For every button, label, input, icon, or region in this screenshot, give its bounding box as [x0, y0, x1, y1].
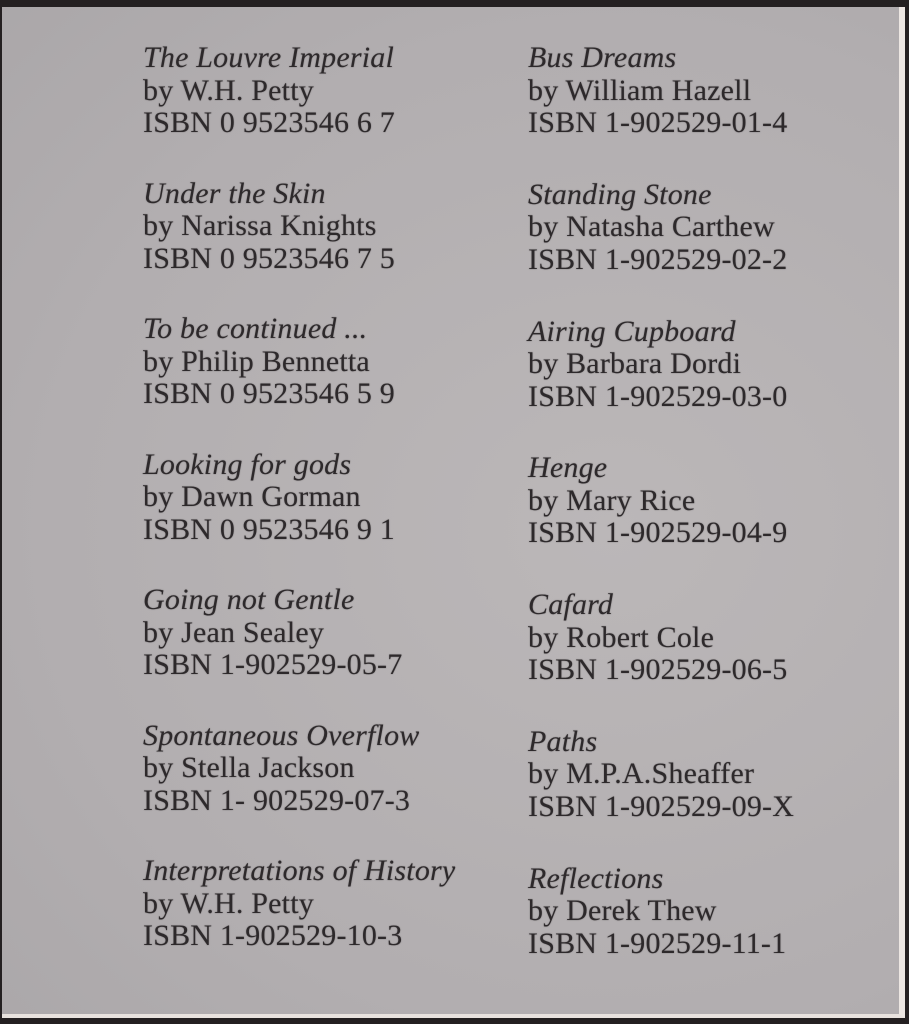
book-entry: [143, 855, 528, 953]
book-title: Under the Skin: [143, 176, 326, 210]
book-author: by W.H. Petty: [143, 73, 314, 107]
book-list-column-right: [528, 42, 909, 1000]
book-title: Going not Gentle: [143, 583, 355, 616]
book-entry: [528, 863, 909, 961]
book-author: by Stella Jackson: [143, 751, 355, 784]
book-isbn: ISBN 1-902529-03-0: [528, 379, 788, 413]
book-author: by Natasha Carthew: [528, 210, 775, 244]
book-entry: [143, 42, 528, 140]
book-isbn: ISBN 0 9523546 7 5: [143, 241, 395, 275]
book-title: Cafard: [528, 588, 614, 622]
book-author: by Robert Cole: [528, 620, 715, 654]
book-author: by Derek Thew: [528, 894, 717, 928]
book-author: by W.H. Petty: [143, 886, 314, 920]
book-entry: [143, 449, 528, 547]
book-title: Interpretations of History: [143, 854, 456, 887]
book-isbn: ISBN 1-902529-06-5: [528, 653, 788, 687]
book-title: Spontaneous Overflow: [143, 718, 420, 752]
book-isbn: ISBN 1-902529-11-1: [528, 926, 787, 960]
paper-sheet: [2, 7, 905, 1018]
book-entry: [143, 178, 528, 276]
book-entry: [528, 589, 909, 687]
book-isbn: ISBN 1-902529-09-X: [528, 789, 795, 823]
book-isbn: ISBN 0 9523546 5 9: [143, 377, 395, 410]
book-isbn: ISBN 0 9523546 9 1: [143, 512, 395, 546]
book-isbn: ISBN 1-902529-02-2: [528, 242, 788, 276]
book-entry: [528, 179, 909, 277]
book-isbn: ISBN 0 9523546 6 7: [143, 106, 395, 139]
book-entry: [528, 42, 909, 140]
book-entry: [528, 316, 909, 414]
book-author: by Dawn Gorman: [143, 480, 361, 513]
book-author: by Philip Bennetta: [143, 344, 370, 378]
book-author: by Narissa Knights: [143, 209, 377, 242]
book-title: To be continued ...: [143, 312, 368, 345]
book-list-column-left: [143, 42, 528, 1000]
book-isbn: ISBN 1-902529-04-9: [528, 516, 788, 550]
book-author: by M.P.A.Sheaffer: [528, 757, 755, 791]
book-title: Looking for gods: [143, 447, 352, 481]
book-isbn: ISBN 1-902529-01-4: [528, 106, 788, 139]
book-title: Airing Cupboard: [528, 314, 736, 348]
book-title: Reflections: [528, 861, 664, 895]
book-isbn: ISBN 1-902529-10-3: [143, 919, 403, 952]
book-isbn: ISBN 1- 902529-07-3: [143, 783, 411, 817]
book-isbn: ISBN 1-902529-05-7: [143, 648, 403, 681]
book-entry: [143, 584, 528, 682]
book-entry: [143, 313, 528, 411]
book-title: Paths: [528, 724, 598, 758]
book-title: Standing Stone: [528, 177, 712, 211]
book-list: [143, 42, 909, 1000]
book-entry: [143, 720, 528, 818]
book-title: Henge: [528, 451, 608, 485]
book-author: by Jean Sealey: [143, 615, 325, 649]
book-author: by Barbara Dordi: [528, 347, 742, 381]
book-title: Bus Dreams: [528, 41, 677, 74]
book-entry: [528, 726, 909, 824]
book-author: by Mary Rice: [528, 483, 696, 517]
book-title: The Louvre Imperial: [143, 41, 394, 74]
book-author: by William Hazell: [528, 73, 752, 107]
book-entry: [528, 452, 909, 550]
